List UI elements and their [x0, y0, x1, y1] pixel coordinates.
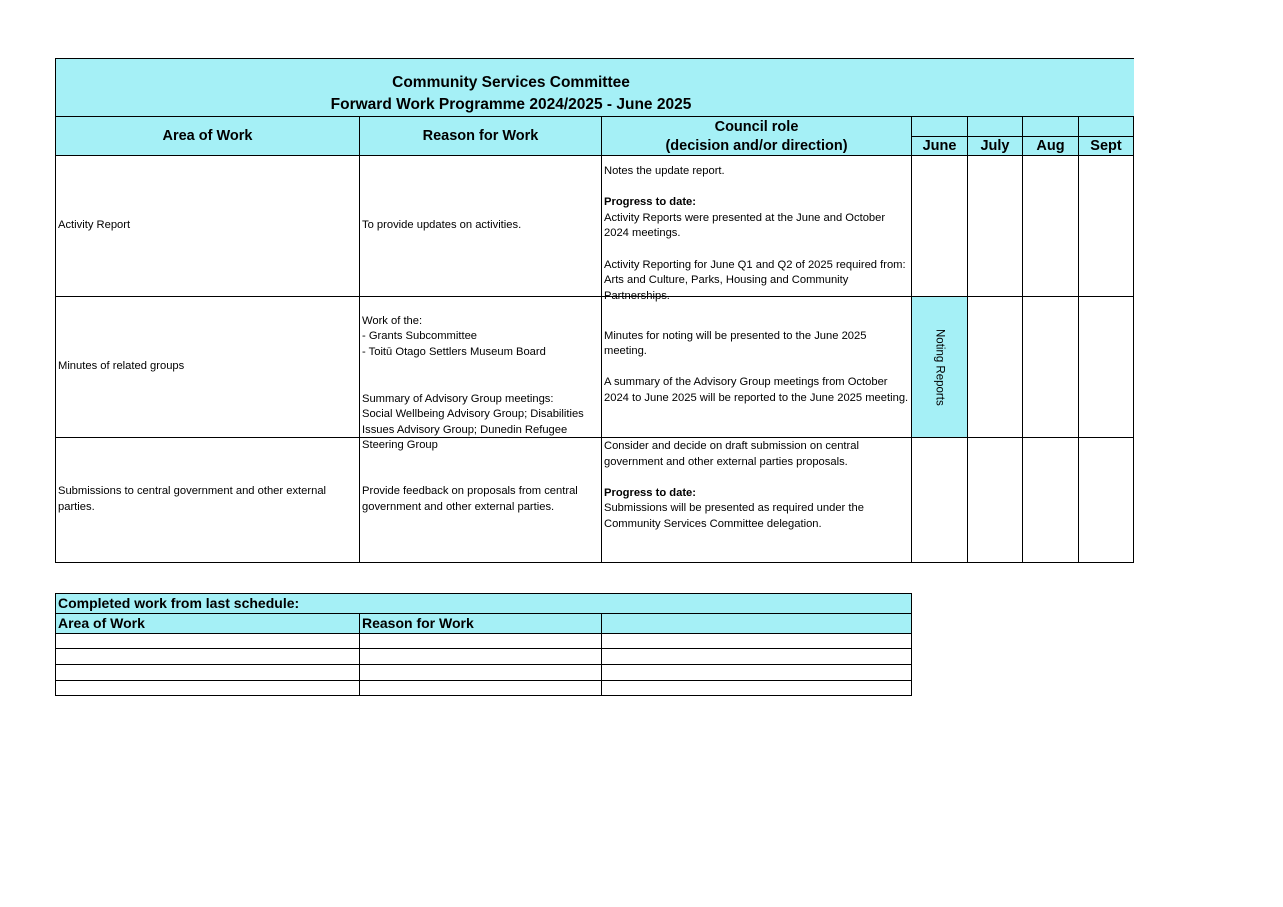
month-spacer-july: [967, 116, 1023, 137]
completed-row-1-third: [601, 633, 912, 649]
month-sept-label: Sept: [1090, 138, 1122, 154]
completed-row-4-area: [55, 680, 360, 696]
row1-aug: [1022, 155, 1079, 297]
completed-reason-label: Reason for Work: [362, 615, 474, 631]
completed-row-3-reason: [359, 664, 602, 681]
completed-area-label: Area of Work: [58, 615, 145, 631]
month-aug-label: Aug: [1036, 138, 1065, 154]
header-council-role: [601, 116, 912, 156]
row3-aug: [1022, 437, 1079, 563]
row3-role-text: Submissions will be presented as required under the Community Services Committee delegation.: [604, 502, 864, 530]
row2-aug: [1022, 296, 1079, 438]
header-area-label: Area of Work: [162, 128, 253, 144]
title-line-2: Forward Work Programme 2024/2025 - June 2025: [330, 96, 692, 113]
completed-row-3-area: [55, 664, 360, 681]
completed-row-2-third: [601, 648, 912, 665]
row2-sept: [1078, 296, 1134, 438]
row3-role-intro: Consider and decide on draft submission on central government and other external parties proposals.: [604, 440, 859, 468]
month-spacer-aug: [1022, 116, 1079, 137]
header-reason-label: Reason for Work: [422, 128, 539, 144]
completed-row-1-area: [55, 633, 360, 649]
month-july: [967, 136, 1023, 156]
month-spacer-sept: [1078, 116, 1134, 137]
header-role-line-2: (decision and/or direction): [665, 138, 848, 154]
month-june: [911, 136, 968, 156]
row1-july: [967, 155, 1023, 297]
completed-row-4-reason: [359, 680, 602, 696]
completed-header-area: [55, 613, 360, 634]
completed-row-2-reason: [359, 648, 602, 665]
row1-council-role: [601, 155, 912, 302]
row3-area-text: Submissions to central government and other external parties.: [58, 485, 327, 513]
completed-row-2-area: [55, 648, 360, 665]
row1-role-text: Activity Reports were presented at the June and October 2024 meetings. Activity Reporting for June Q1 and Q2 of 2025 required from: Arts and Culture, Parks, Housing and Community Partnerships.: [604, 211, 906, 302]
header-role-line-1: Council role: [714, 119, 799, 135]
month-spacer-june: [911, 116, 968, 137]
completed-header-reason: [359, 613, 602, 634]
completed-title-text: Completed work from last schedule:: [58, 595, 300, 611]
row2-area-text: Minutes of related groups: [58, 360, 185, 373]
row2-reason: [359, 296, 602, 452]
row2-council-role: [601, 296, 912, 438]
completed-header-third: [601, 613, 912, 634]
row3-council-role: [601, 437, 912, 563]
row3-reason-text: Provide feedback on proposals from central government and other external parties.: [362, 485, 578, 513]
completed-row-1-reason: [359, 633, 602, 649]
header-reason-for-work: [359, 116, 602, 156]
row1-reason: [359, 155, 602, 297]
header-area-of-work: [55, 116, 360, 156]
row1-area: [55, 155, 360, 297]
row2-june-noting: [911, 296, 968, 438]
noting-reports-label: Noting Reports: [933, 328, 946, 406]
row1-progress-label: Progress to date:: [604, 196, 697, 209]
completed-work-title: [55, 593, 912, 614]
row3-june: [911, 437, 968, 563]
completed-row-3-third: [601, 664, 912, 681]
completed-row-4-third: [601, 680, 912, 696]
row3-sept: [1078, 437, 1134, 563]
month-june-label: June: [922, 138, 957, 154]
row3-progress-label: Progress to date:: [604, 486, 697, 499]
month-july-label: July: [980, 138, 1010, 154]
title-band: [55, 58, 1134, 117]
row2-role-text: Minutes for noting will be presented to the June 2025 meeting. A summary of the Advisory Group meetings from October 2024 to June 2025 will be reported to the June 2025 meeting.: [604, 329, 909, 404]
month-sept: [1078, 136, 1134, 156]
row3-reason: [359, 437, 602, 563]
month-aug: [1022, 136, 1079, 156]
row2-july: [967, 296, 1023, 438]
page-title: [56, 72, 966, 116]
row2-area: [55, 296, 360, 438]
row3-area: [55, 437, 360, 563]
row1-role-intro: Notes the update report.: [604, 165, 725, 177]
row3-july: [967, 437, 1023, 563]
row1-june: [911, 155, 968, 297]
row1-area-text: Activity Report: [58, 219, 131, 232]
row2-reason-text: Work of the: - Grants Subcommittee - Toitū Otago Settlers Museum Board Summary of Advisory Group meetings: Social Wellbeing Advisory Group; Disabilities Issues Advisory Group; Dunedin Refugee Steering Group: [362, 314, 584, 452]
row1-reason-text: To provide updates on activities.: [362, 219, 522, 232]
row1-sept: [1078, 155, 1134, 297]
title-line-1: Community Services Committee: [392, 74, 630, 91]
